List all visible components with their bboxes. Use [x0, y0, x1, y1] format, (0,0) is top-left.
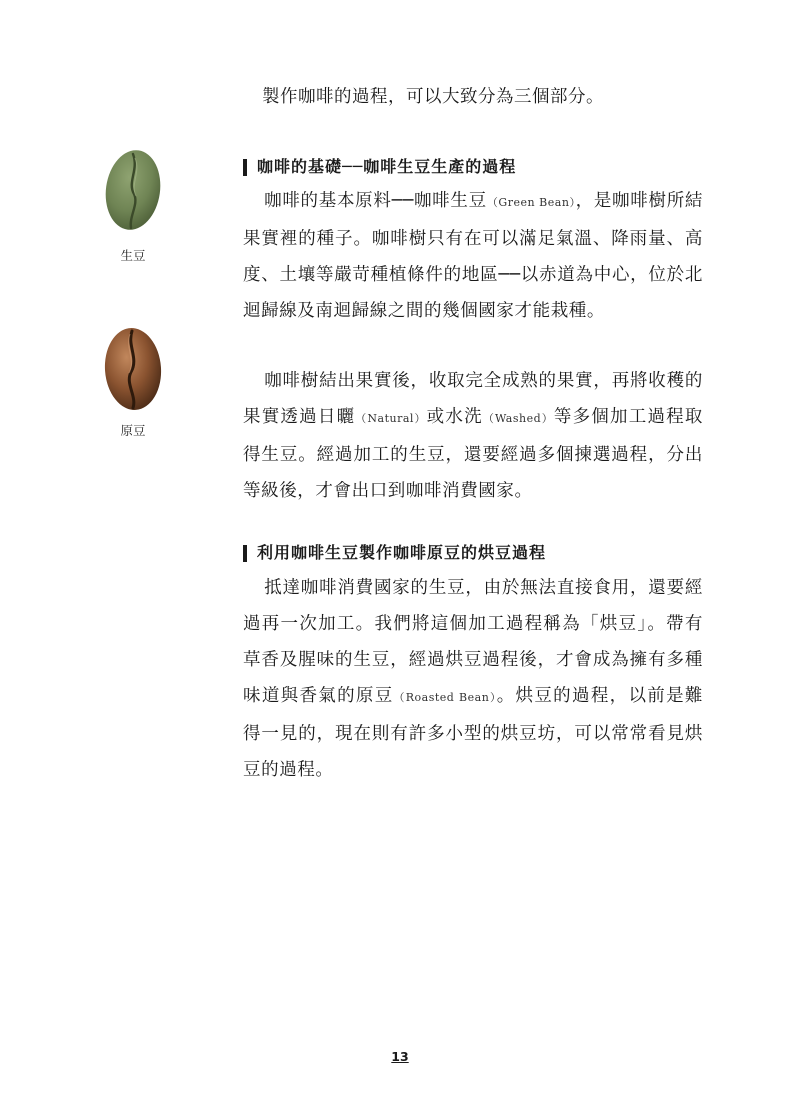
- heading-marker-bar: [243, 159, 247, 176]
- section-heading-green-bean-production: [243, 156, 516, 178]
- green-coffee-bean-image: [103, 148, 163, 232]
- page-number: 13: [391, 1049, 409, 1064]
- section-heading-text: 利用咖啡生豆製作咖啡原豆的烘豆過程: [257, 543, 547, 562]
- english-term-natural: （Natural）: [355, 412, 427, 425]
- roasted-coffee-bean-image: [103, 326, 163, 412]
- english-term-washed: （Washed）: [482, 412, 554, 425]
- paragraph-text: 抵達咖啡消費國家的生豆，由於無法直接食用，還要經過再一次加工。我們將這個加工過程稱為「烘豆」。帶有草香及腥味的生豆，經過烘豆過程後，才會成為擁有多種味道與香氣的原豆: [243, 578, 703, 706]
- paragraph-processing: [243, 363, 703, 509]
- paragraph-text: 。烘豆的過程，以前是難得一見的，現在則有許多小型的烘豆坊，可以常常看見烘豆的過程。: [243, 686, 703, 780]
- paragraph-text: 咖啡樹結出果實後，收取完全成熟的果實，再將收穫的果實透過日曬: [243, 371, 703, 427]
- paragraph-roasting: [243, 570, 703, 788]
- green-bean-caption: 生豆: [120, 248, 146, 263]
- paragraph-text: 或水洗: [426, 407, 483, 427]
- heading-marker-bar: [243, 545, 247, 562]
- paragraph-green-bean-definition: [243, 183, 703, 329]
- english-term-green-bean: （Green Bean）: [486, 196, 576, 209]
- section-heading-roasting-process: [243, 542, 546, 564]
- paragraph-text: 咖啡的基本原料──咖啡生豆: [264, 191, 487, 211]
- paragraph-text: ，是咖啡樹所結果實裡的種子。咖啡樹只有在可以滿足氣溫、降雨量、高度、土壤等嚴苛種植條件的地區──以赤道為中心，位於北迴歸線及南迴歸線之間的幾個國家才能栽種。: [243, 191, 704, 321]
- english-term-roasted-bean: （Roasted Bean）: [393, 691, 497, 704]
- intro-sentence: 製作咖啡的過程，可以大致分為三個部分。: [262, 87, 604, 107]
- section-heading-text: 咖啡的基礎──咖啡生豆生產的過程: [257, 157, 517, 176]
- paragraph-text: 等多個加工過程取得生豆。經過加工的生豆，還要經過多個揀選過程，分出等級後，才會出口到咖啡消費國家。: [243, 407, 703, 501]
- roasted-bean-caption: 原豆: [120, 423, 146, 438]
